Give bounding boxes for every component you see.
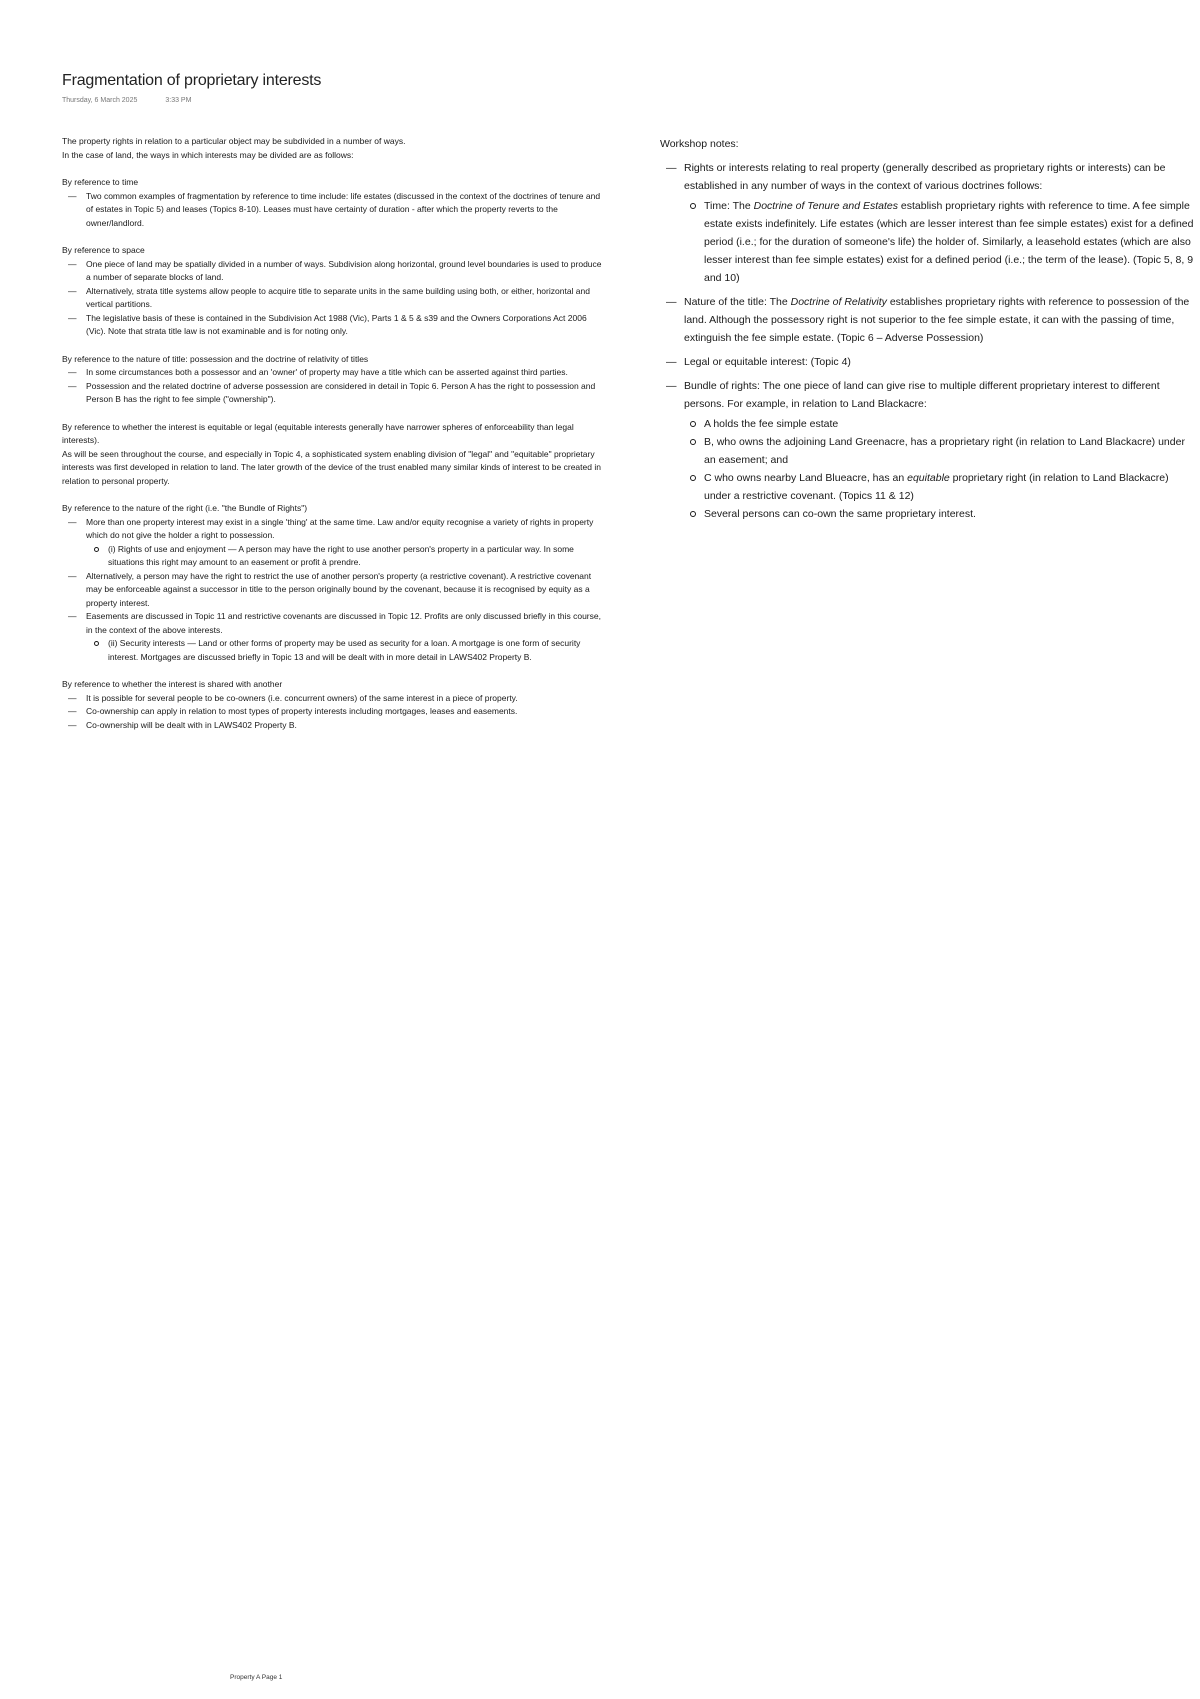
list-item: — One piece of land may be spatially divided in a number of ways. Subdivision along horizontal, ground level boundaries is used to produce a number of separate blocks of land.: [62, 258, 602, 285]
sub-list-item: A holds the fee simple estate: [688, 415, 1195, 433]
time-section: [62, 176, 602, 230]
section-heading-shared: By reference to whether the interest is shared with another: [62, 679, 283, 689]
sub-list-item: [688, 469, 1195, 505]
italic-run: Doctrine of Relativity: [790, 296, 887, 308]
list-item: — Co-ownership will be dealt with in LAWS402 Property B.: [62, 719, 602, 733]
text-run: establishes proprietary rights with reference to possession of the land. Although the possessory right is not superior to the fee simple estate, it can with the passing of time, extinguish the fee simple estate. (Topic 6 – Adverse Possession): [684, 296, 1190, 344]
title-section: [62, 353, 602, 407]
sub-list-item: (ii) Security interests — Land or other forms of property may be used as security for a loan. A mortgage is one form of security interest. Mortgages are discussed briefly in Topic 13 and will be dealt with in more detail in LAWS402 Property B.: [92, 637, 602, 664]
page-time: 3:33 PM: [165, 97, 192, 104]
list-item: [660, 293, 1195, 347]
list-item-text: Rights or interests relating to real property (generally described as proprietary rights or interests) can be established in any number of ways in the context of various doctrines follows:: [684, 162, 1166, 192]
intro-line: The property rights in relation to a particular object may be subdivided in a number of ways.: [62, 136, 406, 146]
list-item-text: Easements are discussed in Topic 11 and restrictive covenants are discussed in Topic 12. Profits are only discussed briefly in this course, in the context of the above interests.: [86, 611, 601, 635]
list-item: [62, 610, 602, 664]
workshop-notes-heading: Workshop notes:: [660, 138, 739, 150]
list-item: — Two common examples of fragmentation by reference to time include: life estates (discussed in the context of the doctrines of tenure and of estates in Topic 5) and leases (Topics 8-10). Leases must have certainty of duration - after which the property reverts to the owner/landlord.: [62, 190, 602, 231]
shared-section: [62, 678, 602, 732]
sub-list-item: Several persons can co-own the same proprietary interest.: [688, 505, 1195, 523]
sub-list-item: [688, 197, 1195, 287]
text-run: Nature of the title: The: [684, 296, 791, 308]
list-item: [660, 377, 1195, 523]
equity-section: [62, 421, 602, 489]
page-title: Fragmentation of proprietary interests: [62, 72, 322, 89]
page-timestamp: [62, 97, 191, 104]
list-item: — Legal or equitable interest: (Topic 4): [660, 353, 1195, 371]
paragraph: As will be seen throughout the course, and especially in Topic 4, a sophisticated system enabling division of "legal" and "equitable" proprietary interests was first developed in relation to land. The later growth of the device of the trust enabled many similar kinds of interest to be created in relation to personal property.: [62, 448, 601, 486]
text-run: proprietary right (in relation to Land Blackacre) under a restrictive covenant. (Topics 11 & 12): [704, 472, 1169, 502]
text-run: Time: The: [704, 200, 754, 212]
workshop-notes-column: [660, 135, 1195, 523]
section-heading-title: By reference to the nature of title: possession and the doctrine of relativity of titles: [62, 353, 369, 364]
intro-line: In the case of land, the ways in which interests may be divided are as follows:: [62, 149, 354, 160]
section-heading-equity: By reference to whether the interest is equitable or legal (equitable interests generally have narrower spheres of enforceability than legal interests).: [62, 421, 574, 445]
section-heading-rights: By reference to the nature of the right (i.e. "the Bundle of Rights"): [62, 503, 308, 513]
intro-section: [62, 135, 602, 162]
section-heading-space: By reference to space: [62, 245, 145, 255]
italic-run: equitable: [907, 472, 950, 484]
text-run: establish proprietary rights with reference to time. A fee simple estate exists indefinitely. Life estates (which are lesser interest than fee simple estates) exist for a defined period (i.e.; for the duration of someone's life) the holder of. Similarly, a leasehold estates (which are also lesser interest than fee simple estates) exist for a defined period (i.e.; the term of the lease). (Topic 5, 8, 9 and 10): [704, 200, 1194, 284]
page-footer: Property A Page 1: [230, 1674, 283, 1681]
list-item: — Possession and the related doctrine of adverse possession are considered in detail in Topic 6. Person A has the right to possession and Person B has the right to fee simple ("ownership").: [62, 380, 602, 407]
list-item: — It is possible for several people to be co-owners (i.e. concurrent owners) of the same interest in a piece of property.: [62, 692, 602, 706]
section-heading-time: By reference to time: [62, 177, 139, 187]
italic-run: Doctrine of Tenure and Estates: [753, 200, 898, 212]
list-item: — Alternatively, strata title systems allow people to acquire title to separate units in the same building using both, or either, horizontal and vertical partitions.: [62, 285, 602, 312]
rights-section: [62, 502, 602, 664]
list-item: — Co-ownership can apply in relation to most types of property interests including mortgages, leases and easements.: [62, 705, 602, 719]
lecture-notes-column: [62, 135, 602, 732]
list-item: [660, 159, 1195, 287]
list-item: — Alternatively, a person may have the right to restrict the use of another person's property (a restrictive covenant). A restrictive covenant may be enforceable against a successor in title to the person originally bound by the covenant, because it is recognised by equity as a property interest.: [62, 570, 602, 611]
text-run: C who owns nearby Land Blueacre, has an: [704, 472, 908, 484]
sub-list-item: (i) Rights of use and enjoyment — A person may have the right to use another person's property in a particular way. In some situations this right may amount to an easement or profit à prendre.: [92, 543, 602, 570]
space-section: [62, 244, 602, 339]
sub-list-item: B, who owns the adjoining Land Greenacre, has a proprietary right (in relation to Land Blackacre) under an easement; and: [688, 433, 1195, 469]
list-item: — In some circumstances both a possessor and an 'owner' of property may have a title which can be asserted against third parties.: [62, 366, 602, 380]
page-date: Thursday, 6 March 2025: [62, 97, 138, 104]
list-item: — The legislative basis of these is contained in the Subdivision Act 1988 (Vic), Parts 1 & 5 & s39 and the Owners Corporations Act 2006 (Vic). Note that strata title law is not examinable and is for noting only.: [62, 312, 602, 339]
list-item-text: More than one property interest may exist in a single 'thing' at the same time. Law and/or equity recognise a variety of rights in property which do not give the holder a right to possession.: [86, 516, 594, 540]
list-item: [62, 516, 602, 570]
list-item-text: Bundle of rights: The one piece of land can give rise to multiple different proprietary interest to different persons. For example, in relation to Land Blackacre:: [684, 380, 1160, 410]
